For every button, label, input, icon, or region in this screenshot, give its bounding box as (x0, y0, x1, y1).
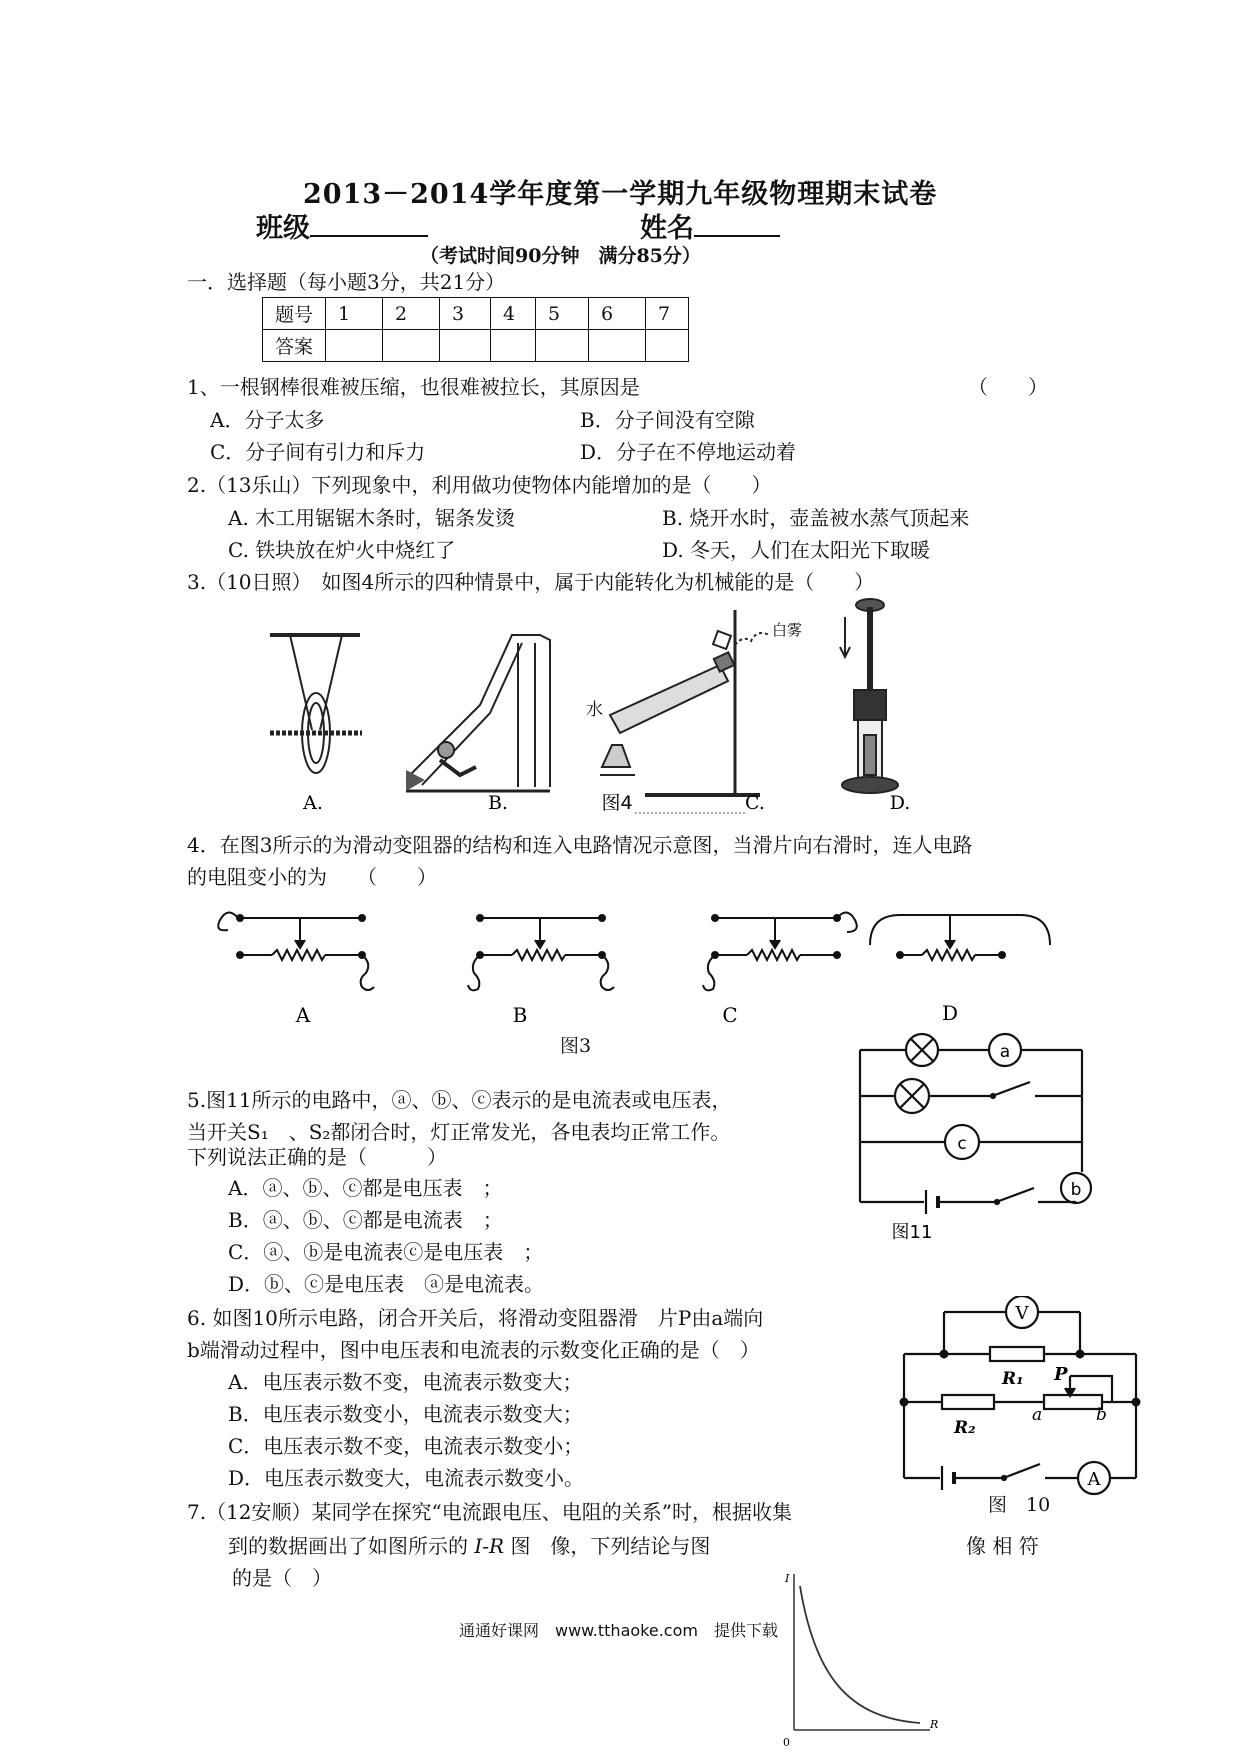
terminal-b-label: b (1096, 1405, 1107, 1425)
q1-option-b: B．分子间没有空隙 (580, 408, 755, 432)
class-label: 班级 (256, 213, 310, 244)
q5-option-c: C．ⓐ、ⓑ是电流表ⓒ是电压表 ； (228, 1240, 544, 1264)
q5-stem-line1: 5.图11所示的电路中，ⓐ、ⓑ、ⓒ表示的是电流表或电压表， (187, 1088, 732, 1112)
table-cell: 4 (491, 298, 536, 330)
table-cell: 5 (536, 298, 589, 330)
r2-label: R₂ (954, 1418, 976, 1438)
fig3-caption: 图3 (560, 1035, 592, 1057)
q2-stem: 2.（13乐山）下列现象中，利用做功使物体内能增加的是（ ） (187, 473, 772, 497)
q7-ir-symbol: I-R (474, 1534, 505, 1558)
q6-option-b: B．电压表示数变小，电流表示数变大； (228, 1402, 583, 1426)
resistor-r1 (990, 1347, 1044, 1361)
page-title: 2013－2014学年度第一学期九年级物理期末试卷 (303, 179, 938, 210)
q7-stem-part2: 图 像，下列结论与图 (510, 1534, 711, 1558)
table-row (263, 330, 689, 362)
q6-option-a: A．电压表示数不变，电流表示数变大； (228, 1370, 583, 1394)
graph-origin: 0 (783, 1736, 790, 1748)
fig4-label-a: A. (303, 792, 323, 814)
section-heading: 一．选择题（每小题3分，共21分） (187, 270, 506, 294)
q2-option-d: D. 冬天，人们在太阳光下取暖 (662, 538, 931, 562)
table-cell: 3 (440, 298, 491, 330)
switch-s1 (995, 1188, 1034, 1204)
name-blank[interactable] (694, 213, 780, 237)
resistor-r2 (942, 1395, 994, 1409)
q7-stem-part1: 到的数据画出了如图所示的 (228, 1534, 468, 1558)
answer-cell[interactable] (491, 330, 536, 362)
lamp-1 (906, 1034, 938, 1066)
q7-stem-part3: 像 相 符 (966, 1534, 1039, 1558)
rheostat-c (703, 912, 857, 990)
class-blank[interactable] (310, 213, 428, 237)
q1-stem: 1、一根钢棒很难被压缩，也很难被拉长，其原因是 (187, 375, 640, 399)
q2-option-a: A. 木工用锯锯木条时，锯条发烫 (228, 506, 516, 530)
q4-stem-line1: 4．在图3所示的为滑动变阻器的结构和连入电路情况示意图，当滑片向右滑时，连人电路 (187, 833, 973, 857)
answer-cell[interactable] (536, 330, 589, 362)
table-cell: 7 (646, 298, 689, 330)
figure-3 (210, 900, 1060, 1030)
fig11-caption: 图11 (891, 1222, 933, 1243)
class-field (256, 206, 428, 245)
q2-option-c: C. 铁块放在炉火中烧红了 (228, 538, 456, 562)
fig4-a-pendulum (270, 635, 362, 773)
meter-b-label: b (1070, 1180, 1082, 1200)
voltmeter-label: V (1015, 1303, 1029, 1324)
figure-10-circuit (890, 1296, 1150, 1501)
q1-option-d: D．分子在不停地运动着 (580, 440, 797, 464)
fig3-label-b: B (512, 1003, 528, 1027)
battery (926, 1190, 938, 1214)
table-cell: 1 (326, 298, 383, 330)
fig4-c-water-label: 水 (586, 700, 603, 720)
q5-option-b: B．ⓐ、ⓑ、ⓒ都是电流表 ； (228, 1208, 503, 1232)
answer-cell[interactable] (326, 330, 383, 362)
exam-info: （考试时间90分钟 满分85分） (420, 245, 701, 267)
q5-option-d: D．ⓑ、ⓒ是电压表 ⓐ是电流表。 (228, 1272, 545, 1296)
q7-stem-line1: 7.（12安顺）某同学在探究“电流跟电压、电阻的关系”时，根据收集 (187, 1500, 792, 1524)
meter-a-label: a (999, 1042, 1011, 1062)
q5-stem-line2: 当开关S₁ 、S₂都闭合时，灯正常发光，各电表均正常工作。 (187, 1120, 731, 1144)
answer-cell[interactable] (646, 330, 689, 362)
answer-cell[interactable] (383, 330, 440, 362)
q6-option-d: D．电压表示数变大，电流表示数变小。 (228, 1466, 585, 1490)
row-label-number: 题号 (263, 298, 326, 330)
q3-stem: 3.（10日照） 如图4所示的四种情景中，属于内能转化为机械能的是（ ） (187, 570, 875, 594)
fig4-c-fog-label: 白雾 (772, 621, 803, 639)
ammeter-label: A (1087, 1469, 1101, 1490)
answer-cell[interactable] (440, 330, 491, 362)
fig3-label-c: C (722, 1003, 738, 1027)
fig4-d-compression-cylinder (840, 599, 898, 793)
q1-option-c: C．分子间有引力和斥力 (210, 440, 426, 464)
meter-c-label: c (957, 1134, 967, 1154)
fig3-label-a: A (295, 1003, 311, 1027)
ir-curve (800, 1586, 920, 1723)
q5-stem-line3: 下列说法正确的是（ ） (187, 1145, 447, 1169)
footer-credit: 通通好课网 www.tthaoke.com 提供下载 (459, 1621, 778, 1640)
q2-option-b: B. 烧开水时，壶盖被水蒸气顶起来 (662, 506, 970, 530)
q1-option-a: A．分子太多 (210, 408, 325, 432)
slider-p-label: P (1054, 1364, 1068, 1385)
fig4-caption: 图4 (601, 792, 633, 814)
ir-graph (780, 1568, 940, 1748)
switch (1002, 1464, 1040, 1480)
q4-stem-line2: 的电阻变小的为 （ ） (187, 865, 437, 889)
battery (942, 1466, 954, 1490)
figure-4 (250, 595, 920, 815)
rheostat-b (468, 915, 614, 990)
rheostat-a (218, 912, 374, 990)
fig4-b-slide (406, 635, 550, 791)
rheostat (1044, 1395, 1102, 1409)
lamp-2 (895, 1079, 929, 1113)
name-label: 姓名 (640, 213, 694, 244)
fig3-label-d: D (941, 1001, 959, 1025)
name-field (640, 206, 780, 245)
row-label-answer: 答案 (263, 330, 326, 362)
answer-cell[interactable] (589, 330, 646, 362)
switch-s2 (991, 1082, 1030, 1098)
rheostat-d (870, 915, 1050, 960)
table-row (263, 298, 689, 330)
table-cell: 6 (589, 298, 646, 330)
table-cell: 2 (383, 298, 440, 330)
graph-x-label: R (930, 1718, 939, 1731)
q5-option-a: A．ⓐ、ⓑ、ⓒ都是电压表 ； (228, 1176, 503, 1200)
fig4-label-b: B. (487, 792, 509, 814)
fig10-caption: 图 10 (988, 1494, 1051, 1516)
q1-answer-paren: （ ） (968, 375, 1048, 399)
fig4-label-c: C. (745, 792, 765, 814)
q6-option-c: C．电压表示数不变，电流表示数变小； (228, 1434, 584, 1458)
terminal-a-label: a (1032, 1405, 1043, 1425)
figure-11-circuit (850, 1030, 1110, 1255)
graph-y-label: I (785, 1572, 790, 1585)
answer-table (262, 297, 689, 362)
q7-stem-line3: 的是（ ） (232, 1566, 332, 1590)
q6-stem-line1: 6. 如图10所示电路，闭合开关后，将滑动变阻器滑 片P由a端向 (187, 1306, 764, 1330)
fig4-label-d: D. (889, 792, 911, 814)
q6-stem-line2: b端滑动过程中，图中电压表和电流表的示数变化正确的是（ ） (187, 1338, 760, 1362)
fig4-c-steam-tube (586, 610, 802, 795)
r1-label: R₁ (1002, 1369, 1024, 1389)
q7-stem-line2 (228, 1530, 710, 1559)
